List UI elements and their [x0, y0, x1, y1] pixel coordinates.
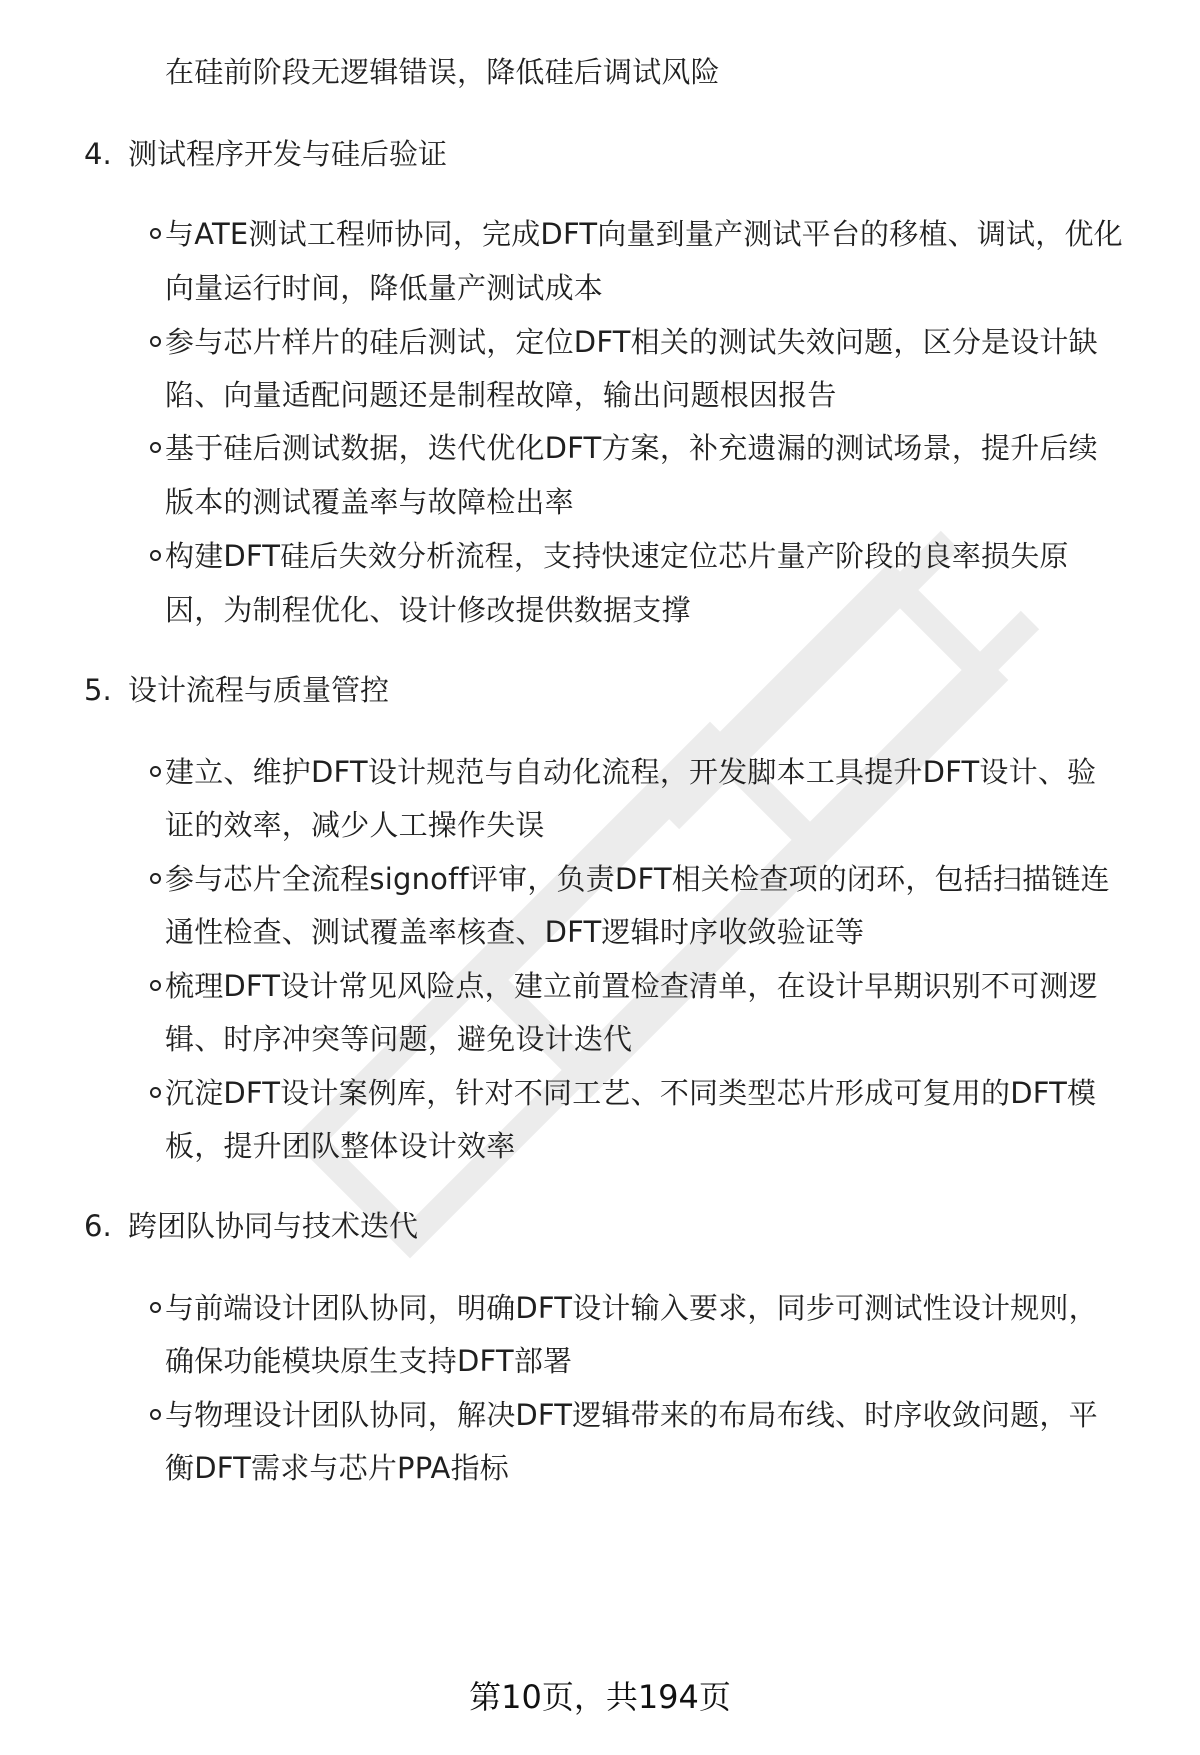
bullet-icon — [150, 442, 161, 453]
list-item-line: 梳理DFT设计常见风险点，建立前置检查清单，在设计早期识别不可测逻 — [165, 969, 1098, 1003]
bullet-icon — [150, 336, 161, 347]
list-item-line: 构建DFT硅后失效分析流程，支持快速定位芯片量产阶段的良率损失原 — [165, 539, 1069, 573]
bullet-icon — [150, 873, 161, 884]
section-number: 5. — [84, 673, 112, 707]
section-heading-4 — [84, 134, 447, 174]
list-item-line: 确保功能模块原生支持DFT部署 — [165, 1344, 573, 1378]
section-title: 测试程序开发与硅后验证 — [128, 137, 448, 171]
bullet-icon — [150, 228, 161, 239]
list-item-line: 辑、时序冲突等问题，避免设计迭代 — [165, 1022, 633, 1056]
section-heading-6 — [84, 1206, 418, 1246]
section-number: 6. — [84, 1209, 112, 1243]
bullet-icon — [150, 766, 161, 777]
section-number: 4. — [84, 137, 112, 171]
section-heading-5 — [84, 670, 389, 710]
list-item-line: 参与芯片样片的硅后测试，定位DFT相关的测试失效问题，区分是设计缺 — [165, 325, 1098, 359]
list-item-line: 建立、维护DFT设计规范与自动化流程，开发脚本工具提升DFT设计、验 — [165, 755, 1097, 789]
list-item-line: 板，提升团队整体设计效率 — [165, 1129, 516, 1163]
list-item-line: 与ATE测试工程师协同，完成DFT向量到量产测试平台的移植、调试，优化 — [165, 217, 1123, 251]
continued-text: 在硅前阶段无逻辑错误，降低硅后调试风险 — [165, 55, 720, 89]
list-item-line: 因，为制程优化、设计修改提供数据支撑 — [165, 593, 691, 627]
list-item-line: 基于硅后测试数据，迭代优化DFT方案，补充遗漏的测试场景，提升后续 — [165, 431, 1098, 465]
list-item-line: 通性检查、测试覆盖率核查、DFT逻辑时序收敛验证等 — [165, 915, 865, 949]
list-item-line: 与物理设计团队协同，解决DFT逻辑带来的布局布线、时序收敛问题，平 — [165, 1398, 1098, 1432]
bullet-icon — [150, 550, 161, 561]
list-item-line: 参与芯片全流程signoff评审，负责DFT相关检查项的闭环，包括扫描链连 — [165, 862, 1110, 896]
bullet-icon — [150, 1409, 161, 1420]
section-title: 跨团队协同与技术迭代 — [128, 1209, 419, 1243]
list-item-line: 证的效率，减少人工操作失误 — [165, 808, 545, 842]
list-item-line: 沉淀DFT设计案例库，针对不同工艺、不同类型芯片形成可复用的DFT模 — [165, 1076, 1097, 1110]
list-item-line: 与前端设计团队协同，明确DFT设计输入要求，同步可测试性设计规则， — [165, 1291, 1098, 1325]
list-item-line: 向量运行时间，降低量产测试成本 — [165, 271, 604, 305]
page-number-footer: 第10页，共194页 — [469, 1678, 731, 1716]
list-item-line: 版本的测试覆盖率与故障检出率 — [165, 485, 574, 519]
bullet-icon — [150, 1087, 161, 1098]
bullet-icon — [150, 980, 161, 991]
list-item-line: 衡DFT需求与芯片PPA指标 — [165, 1451, 509, 1485]
bullet-icon — [150, 1302, 161, 1313]
section-title: 设计流程与质量管控 — [128, 673, 390, 707]
list-item-line: 陷、向量适配问题还是制程故障，输出问题根因报告 — [165, 378, 837, 412]
